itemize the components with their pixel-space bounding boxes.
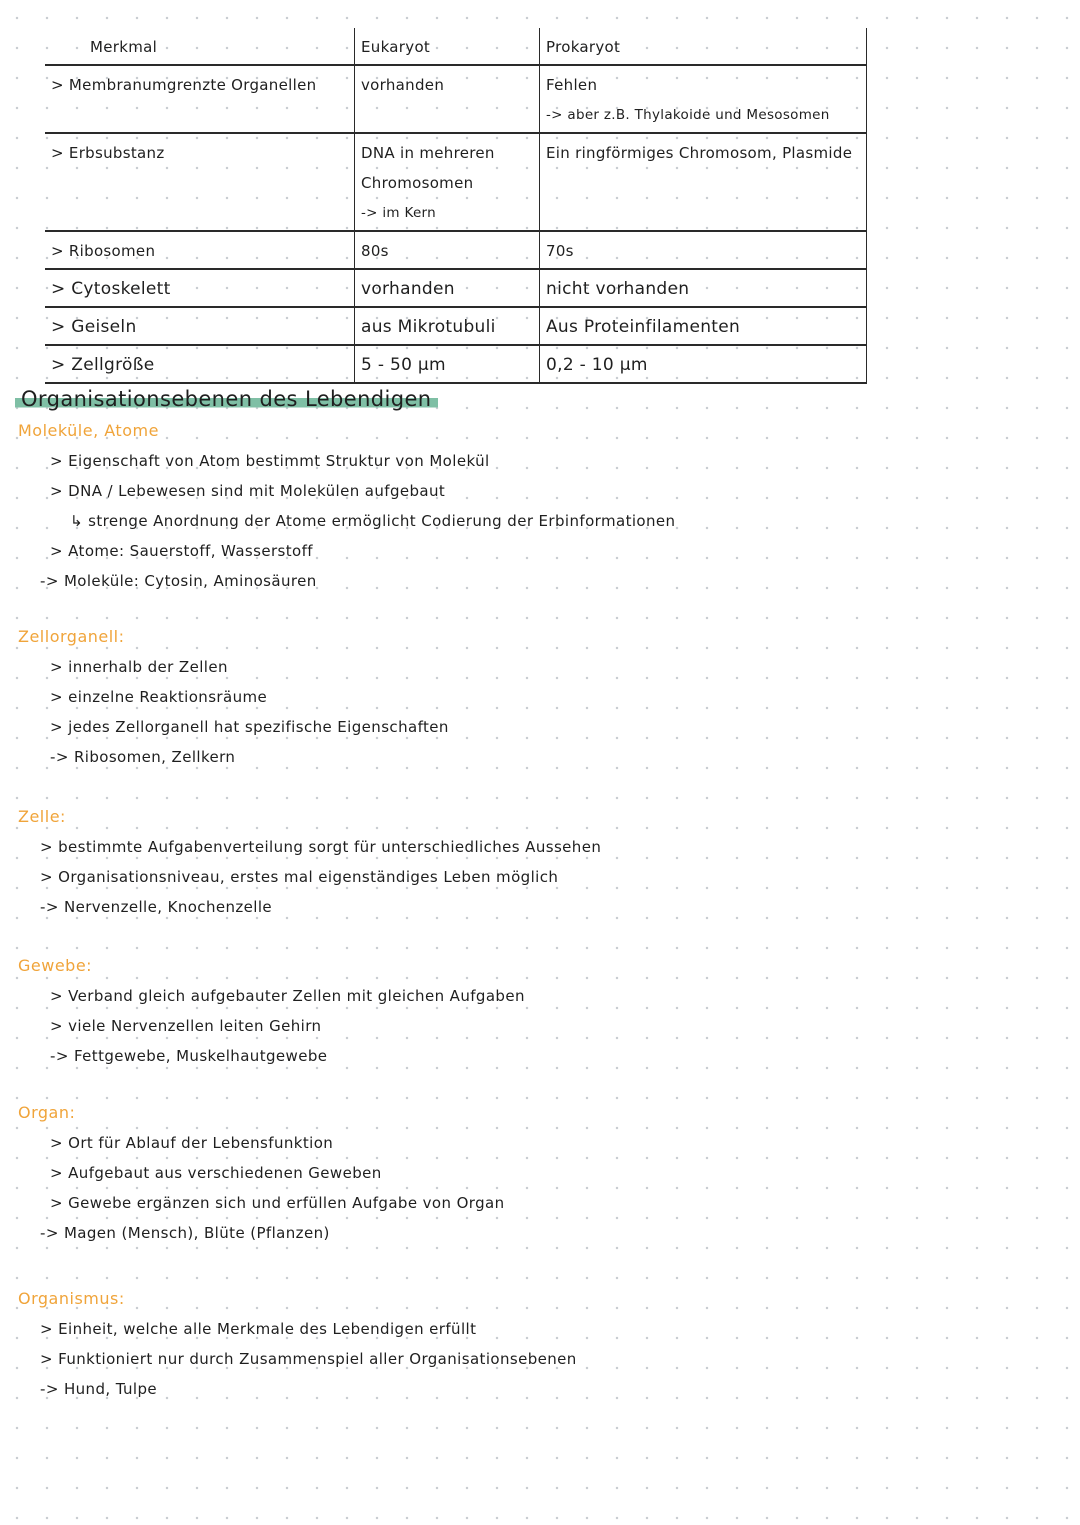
row-prokaryot-value: Fehlen bbox=[546, 76, 598, 94]
section-cell bbox=[18, 802, 601, 922]
header-eukaryot: Eukaryot bbox=[355, 28, 540, 65]
row-feature: > Erbsubstanz bbox=[45, 133, 355, 231]
section-list bbox=[18, 652, 449, 772]
section-title: Organ: bbox=[18, 1103, 76, 1122]
section-title: Moleküle, Atome bbox=[18, 421, 159, 440]
section-tissue bbox=[18, 951, 525, 1071]
list-item: -> Magen (Mensch), Blüte (Pflanzen) bbox=[40, 1224, 330, 1242]
list-item: > DNA / Lebewesen sind mit Molekülen aufgebaut bbox=[50, 482, 446, 500]
section-list bbox=[18, 446, 675, 596]
list-item: > Einheit, welche alle Merkmale des Lebendigen erfüllt bbox=[40, 1320, 477, 1338]
row-feature: > Ribosomen bbox=[45, 231, 355, 269]
table-row bbox=[45, 307, 867, 345]
list-item: > Eigenschaft von Atom bestimmt Struktur von Molekül bbox=[50, 452, 490, 470]
row-eukaryot: 5 - 50 µm bbox=[355, 345, 540, 383]
list-item: > Aufgebaut aus verschiedenen Geweben bbox=[50, 1164, 382, 1182]
list-item: > jedes Zellorganell hat spezifische Eigenschaften bbox=[50, 718, 449, 736]
list-item: > Verband gleich aufgebauter Zellen mit gleichen Aufgaben bbox=[50, 987, 525, 1005]
header-prokaryot: Prokaryot bbox=[540, 28, 867, 65]
row-eukaryot: vorhanden bbox=[355, 65, 540, 133]
list-item: -> Moleküle: Cytosin, Aminosäuren bbox=[40, 572, 317, 590]
table-row bbox=[45, 231, 867, 269]
table-row bbox=[45, 269, 867, 307]
section-list bbox=[18, 981, 525, 1071]
header-feature: Merkmal bbox=[45, 28, 355, 65]
section-title: Organismus: bbox=[18, 1289, 125, 1308]
list-item: > Ort für Ablauf der Lebensfunktion bbox=[50, 1134, 334, 1152]
row-eukaryot bbox=[355, 133, 540, 231]
list-item: -> Nervenzelle, Knochenzelle bbox=[40, 898, 273, 916]
section-organism bbox=[18, 1284, 577, 1404]
row-eukaryot-note: -> im Kern bbox=[361, 205, 437, 221]
section-organelle bbox=[18, 622, 449, 772]
row-prokaryot: Aus Proteinfilamenten bbox=[540, 307, 867, 345]
list-item: -> Ribosomen, Zellkern bbox=[50, 748, 236, 766]
section-title: Zellorganell: bbox=[18, 627, 125, 646]
row-eukaryot: 80s bbox=[355, 231, 540, 269]
row-feature: > Geiseln bbox=[45, 307, 355, 345]
row-eukaryot-value: DNA in mehreren Chromosomen bbox=[361, 144, 495, 192]
page-title: Organisationsebenen des Lebendigen bbox=[15, 387, 438, 411]
section-title: Gewebe: bbox=[18, 956, 93, 975]
section-list bbox=[18, 1128, 505, 1248]
list-item: > innerhalb der Zellen bbox=[50, 658, 228, 676]
list-item: -> Fettgewebe, Muskelhautgewebe bbox=[50, 1047, 328, 1065]
list-item: > Gewebe ergänzen sich und erfüllen Aufgabe von Organ bbox=[50, 1194, 505, 1212]
list-item: > einzelne Reaktionsräume bbox=[50, 688, 268, 706]
section-list bbox=[18, 1314, 577, 1404]
list-item: > Funktioniert nur durch Zusammenspiel aller Organisationsebenen bbox=[40, 1350, 577, 1368]
list-item: > bestimmte Aufgabenverteilung sorgt für unterschiedliches Aussehen bbox=[40, 838, 602, 856]
list-item: > Organisationsniveau, erstes mal eigenständiges Leben möglich bbox=[40, 868, 559, 886]
section-title: Zelle: bbox=[18, 807, 66, 826]
row-feature: > Cytoskelett bbox=[45, 269, 355, 307]
row-prokaryot: nicht vorhanden bbox=[540, 269, 867, 307]
section-list bbox=[18, 832, 601, 922]
row-prokaryot-note: -> aber z.B. Thylakoide und Mesosomen bbox=[546, 107, 830, 123]
comparison-table bbox=[45, 28, 867, 384]
row-prokaryot: 0,2 - 10 µm bbox=[540, 345, 867, 383]
row-feature: > Membranumgrenzte Organellen bbox=[45, 65, 355, 133]
row-prokaryot: 70s bbox=[540, 231, 867, 269]
table-header-row bbox=[45, 28, 867, 65]
section-organ bbox=[18, 1098, 505, 1248]
list-item: > viele Nervenzellen leiten Gehirn bbox=[50, 1017, 322, 1035]
table-row bbox=[45, 133, 867, 231]
list-item: ↳ strenge Anordnung der Atome ermöglicht Codierung der Erbinformationen bbox=[70, 512, 676, 530]
row-prokaryot: Ein ringförmiges Chromosom, Plasmide bbox=[540, 133, 867, 231]
row-feature: > Zellgröße bbox=[45, 345, 355, 383]
table-row bbox=[45, 345, 867, 383]
row-eukaryot: vorhanden bbox=[355, 269, 540, 307]
table-row bbox=[45, 65, 867, 133]
row-eukaryot: aus Mikrotubuli bbox=[355, 307, 540, 345]
row-prokaryot bbox=[540, 65, 867, 133]
list-item: -> Hund, Tulpe bbox=[40, 1380, 158, 1398]
list-item: > Atome: Sauerstoff, Wasserstoff bbox=[50, 542, 313, 560]
section-molecules bbox=[18, 416, 675, 596]
